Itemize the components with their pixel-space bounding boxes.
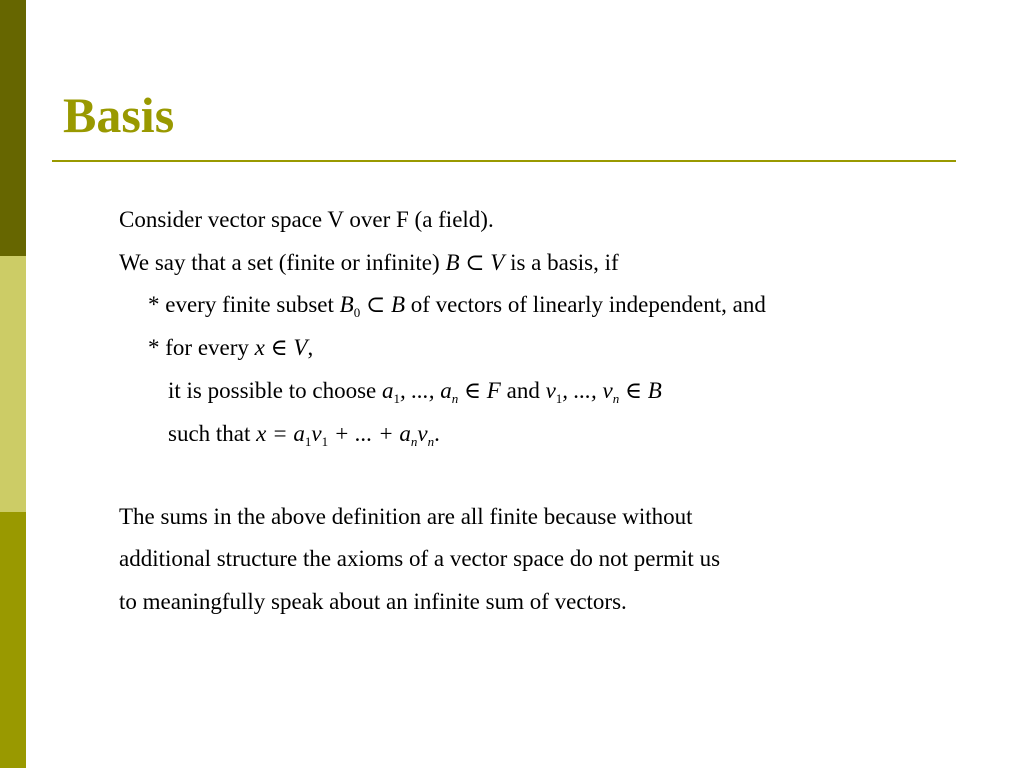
sidebar-segment-mid [0,512,26,768]
text-segment: , [307,335,314,360]
text-segment: . [434,421,440,446]
math-subscript: 1 [555,391,563,406]
math-expression: , ..., v [562,378,613,403]
math-expression: B [339,292,354,317]
math-subscript: n [451,391,459,406]
math-expression: a [382,378,394,403]
math-subscript: 1 [321,434,329,449]
math-expression: v [311,421,322,446]
text-line-5 [168,377,662,405]
sidebar-segment-dark [0,0,26,256]
text-segment: * every finite subset [148,292,340,317]
math-expression: ⊂ B [360,292,406,317]
math-expression: B ⊂ V [445,250,505,275]
math-expression: ∈ B [619,378,662,403]
text-segment: and [500,378,546,403]
math-expression: v [545,378,556,403]
math-expression: v [417,421,428,446]
title-divider [52,160,956,162]
math-expression: , ..., a [400,378,452,403]
sidebar-segment-light [0,256,26,512]
text-segment: We say that a set (finite or infinite) [119,250,446,275]
math-subscript: n [410,434,418,449]
math-subscript: 1 [393,391,401,406]
math-subscript: n [427,434,435,449]
text-line-8: additional structure the axioms of a vector space do not permit us [119,546,721,571]
text-segment: * for every [148,335,255,360]
math-expression: x = a [256,421,305,446]
slide-title: Basis [63,87,175,143]
text-line-6 [168,420,440,448]
math-expression: + ... + a [328,421,411,446]
text-line-1: Consider vector space V over F (a field). [119,207,494,232]
text-line-9: to meaningfully speak about an infinite sum of vectors. [119,589,627,614]
math-expression: x ∈ V [254,335,308,360]
text-line-4 [148,334,313,362]
math-expression: ∈ F [458,378,501,403]
text-segment: is a basis, if [504,250,619,275]
sidebar-decoration [0,0,26,768]
text-line-2 [119,249,619,277]
text-line-7: The sums in the above definition are all finite because without [119,504,693,529]
math-subscript: 0 [353,305,361,320]
text-line-3 [148,291,766,319]
math-subscript: n [612,391,620,406]
text-segment: of vectors of linearly independent, and [405,292,766,317]
text-segment: such that [168,421,257,446]
math-subscript: 1 [304,434,312,449]
text-segment: it is possible to choose [168,378,383,403]
